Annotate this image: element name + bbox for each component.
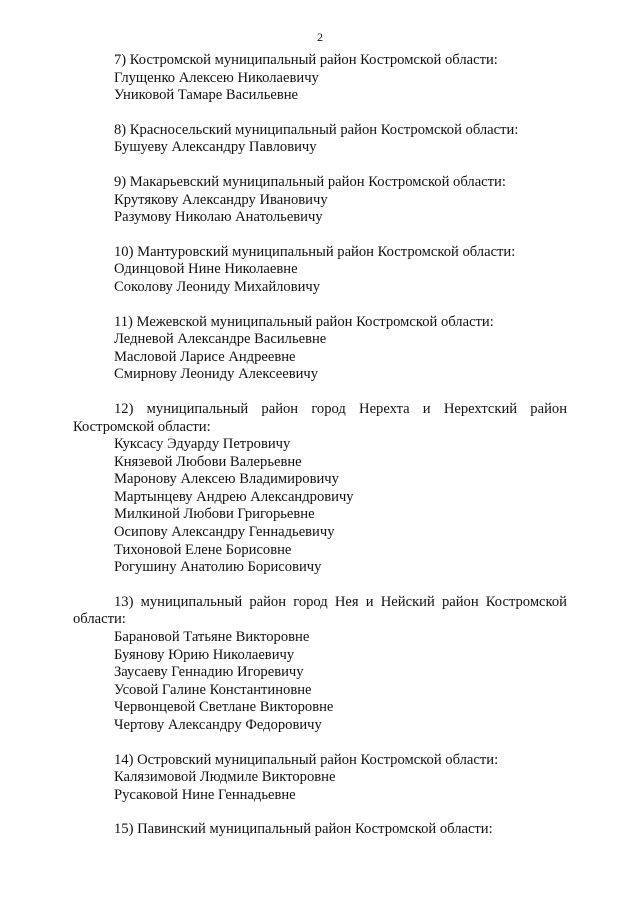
name-line: Русаковой Нине Геннадьевне — [114, 786, 296, 803]
name-line: Ледневой Александре Васильевне — [114, 331, 327, 348]
section-heading: 7) Костромской муниципальный район Костромской области: — [114, 52, 498, 68]
name-line: Буянову Юрию Николаевичу — [114, 646, 295, 663]
name-line: Князевой Любови Валерьевне — [114, 453, 302, 470]
name-line: Мартынцеву Андрею Александровичу — [114, 488, 354, 505]
name-line: Усовой Галине Константиновне — [114, 681, 312, 698]
name-line: Крутякову Александру Ивановичу — [114, 191, 328, 208]
section-heading: 11) Межевской муниципальный район Костромской области: — [114, 313, 494, 330]
section-heading: 10) Мантуровский муниципальный район Костромской области: — [114, 243, 516, 260]
section-8 — [73, 122, 567, 157]
section-13 — [73, 594, 567, 735]
name-line: Униковой Тамаре Васильевне — [114, 87, 299, 104]
name-line: Милкиной Любови Григорьевне — [114, 506, 315, 523]
name-line: Калязимовой Людмиле Викторовне — [114, 769, 336, 786]
name-line: Барановой Татьяне Викторовне — [114, 629, 310, 646]
name-line: Заусаеву Геннадию Игоревичу — [114, 664, 304, 681]
section-12 — [73, 401, 567, 577]
name-line: Разумову Николаю Анатольевичу — [114, 209, 323, 226]
name-line: Рогушину Анатолию Борисовичу — [114, 559, 322, 576]
name-line: Масловой Ларисе Андреевне — [114, 348, 296, 365]
name-line: Чертову Александру Федоровичу — [114, 717, 322, 733]
name-line: Одинцовой Нине Николаевне — [114, 261, 298, 278]
section-7 — [73, 52, 567, 105]
page-number: 2 — [317, 30, 323, 44]
document-body — [73, 52, 567, 856]
section-heading: 12) муниципальный район город Нерехта и Нерехтский район Костромской области: — [73, 400, 567, 435]
section-heading: 14) Островский муниципальный район Костромской области: — [114, 751, 499, 768]
name-line: Смирнову Леониду Алексеевичу — [114, 366, 319, 383]
name-line: Бушуеву Александру Павловичу — [114, 139, 317, 156]
section-15 — [73, 821, 567, 839]
section-heading: 8) Красносельский муниципальный район Костромской области: — [114, 121, 519, 138]
section-9 — [73, 174, 567, 227]
section-10 — [73, 244, 567, 297]
section-11 — [73, 314, 567, 384]
name-line: Осипову Александру Геннадьевичу — [114, 524, 335, 541]
section-heading: 15) Павинский муниципальный район Костромской области: — [114, 821, 493, 838]
name-line: Соколову Леониду Михайловичу — [114, 278, 321, 295]
name-line: Маронову Алексею Владимировичу — [114, 471, 339, 488]
section-heading: 13) муниципальный район город Нея и Нейский район Костромской области: — [73, 593, 567, 628]
name-line: Тихоновой Елене Борисовне — [114, 541, 292, 558]
name-line: Червонцевой Светлане Викторовне — [114, 699, 334, 716]
name-line: Куксасу Эдуарду Петровичу — [114, 436, 291, 453]
name-line: Глущенко Алексею Николаевичу — [114, 69, 319, 86]
section-14 — [73, 752, 567, 805]
section-heading: 9) Макарьевский муниципальный район Костромской области: — [114, 173, 506, 190]
